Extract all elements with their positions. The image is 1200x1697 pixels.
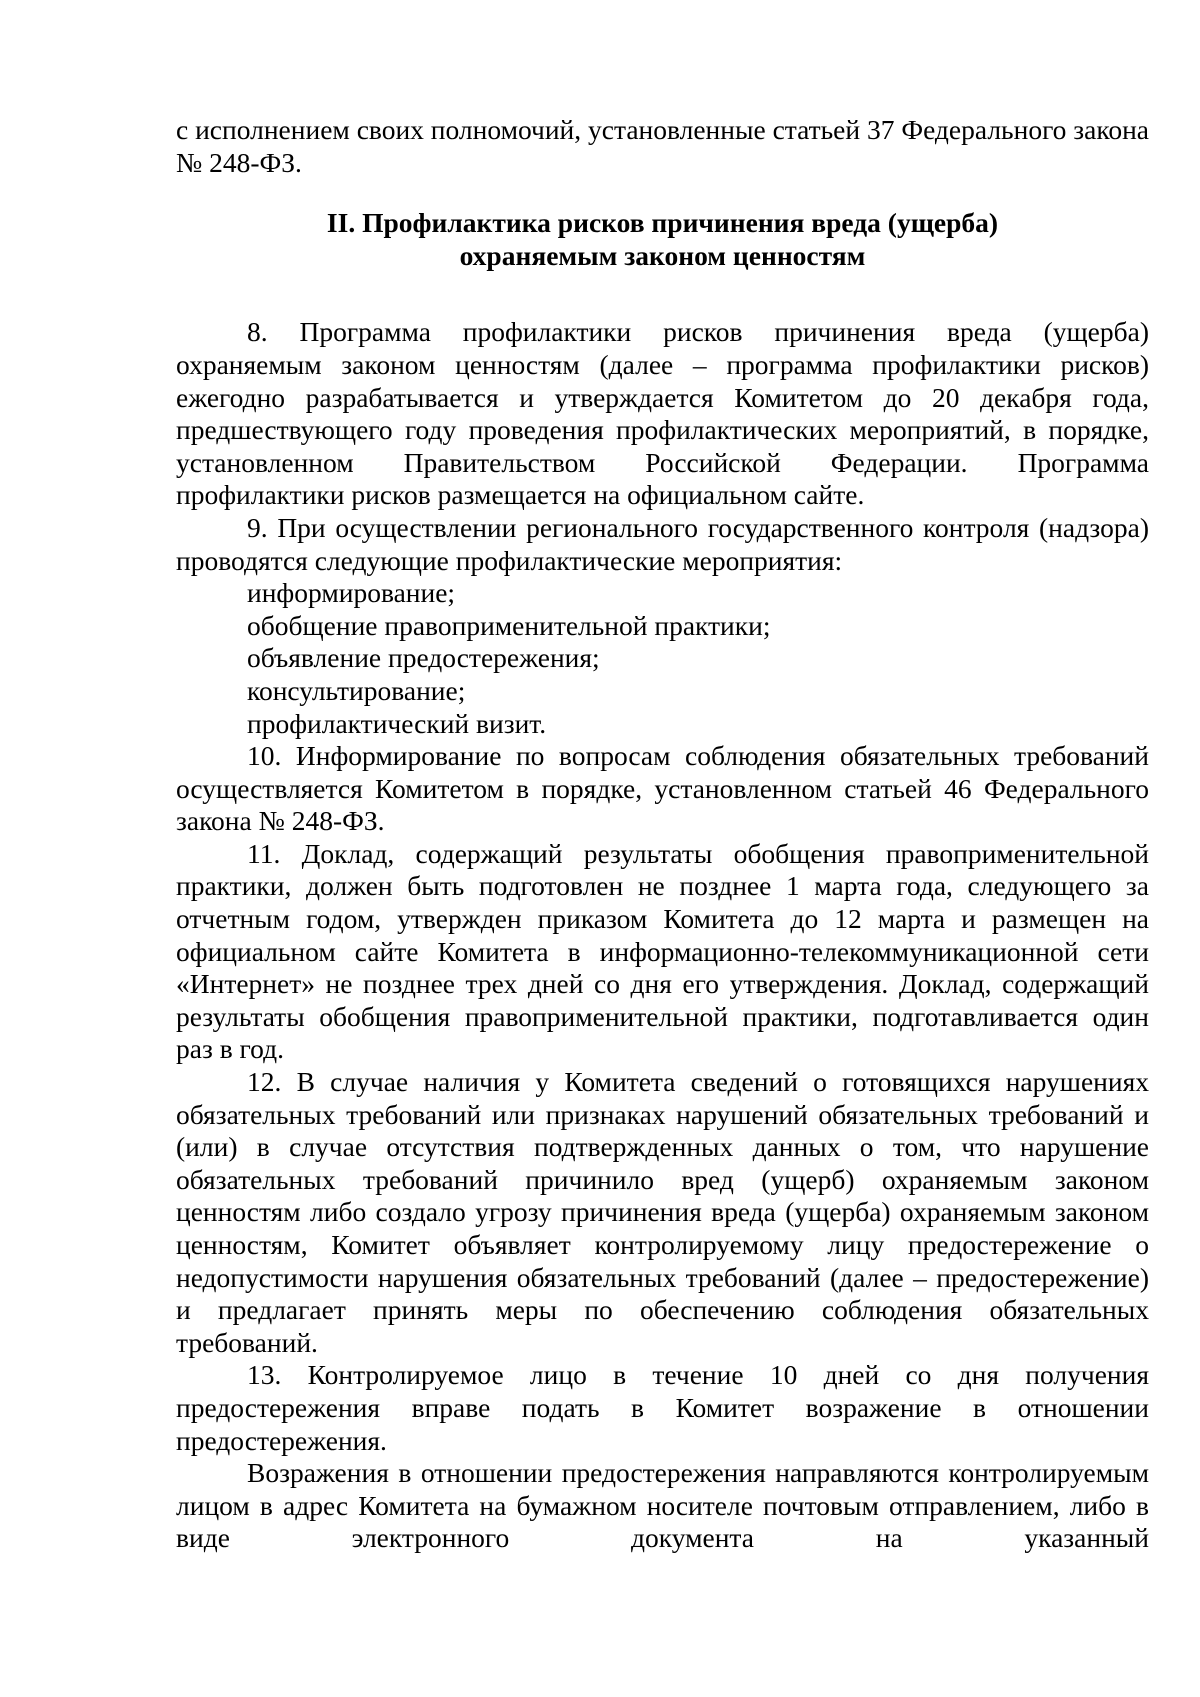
section-title-line2: охраняемым законом ценностям (459, 239, 866, 271)
list-item: профилактический визит. (247, 707, 547, 739)
section-title-line1: II. Профилактика рисков причинения вреда (ущерба) (326, 207, 999, 239)
list-item: объявление предостережения; (247, 642, 600, 674)
spacer (176, 272, 1149, 316)
continuation-paragraph: с исполнением своих полномочий, установленные статьей 37 Федерального закона № 248-ФЗ. (176, 114, 1149, 178)
paragraph-13: 13. Контролируемое лицо в течение 10 дней со дня получения предостережения вправе подать в Комитет возражение в отношении предостережения. (176, 1359, 1149, 1456)
list-item: обобщение правоприменительной практики; (247, 609, 771, 641)
paragraph-8: 8. Программа профилактики рисков причинения вреда (ущерба) охраняемым законом ценностям (далее – программа профилактики рисков) ежегодно разрабатывается и утверждается Комитетом до 20 декабря года, предшествующего году проведения профилактических мероприятий, в порядке, установленном Правительством Российской Федерации. Программа профилактики рисков размещается на официальном сайте. (176, 316, 1149, 511)
paragraph-10: 10. Информирование по вопросам соблюдения обязательных требований осуществляется Комитетом в порядке, установленном статьей 46 Федерального закона № 248-ФЗ. (176, 740, 1149, 837)
paragraph-13-objections: Возражения в отношении предостережения направляются контролируемым лицом в адрес Комитета на бумажном носителе почтовым отправлением, либо в виде электронного документа на указанный (176, 1457, 1149, 1554)
list-item: информирование; (247, 577, 456, 609)
spacer (176, 179, 1149, 207)
document-page (176, 114, 1149, 1555)
paragraph-12: 12. В случае наличия у Комитета сведений о готовящихся нарушениях обязательных требований или признаках нарушений обязательных требований и (или) в случае отсутствия подтвержденных данных о том, что нарушение обязательных требований причинило вред (ущерб) охраняемым законом ценностям либо создало угрозу причинения вреда (ущерба) охраняемым законом ценностям, Комитет объявляет контролируемому лицу предостережение о недопустимости нарушения обязательных требований (далее – предостережение) и предлагает принять меры по обеспечению соблюдения обязательных требований. (176, 1066, 1149, 1358)
paragraph-9: 9. При осуществлении регионального государственного контроля (надзора) проводятся следующие профилактические мероприятия: (176, 511, 1149, 576)
paragraph-11: 11. Доклад, содержащий результаты обобщения правоприменительной практики, должен быть подготовлен не позднее 1 марта года, следующего за отчетным годом, утвержден приказом Комитета до 12 марта и размещен на официальном сайте Комитета в информационно-телекоммуникационной сети «Интернет» не позднее трех дней со дня его утверждения. Доклад, содержащий результаты обобщения правоприменительной практики, подготавливается один раз в год. (176, 837, 1149, 1065)
list-item: консультирование; (247, 674, 466, 706)
